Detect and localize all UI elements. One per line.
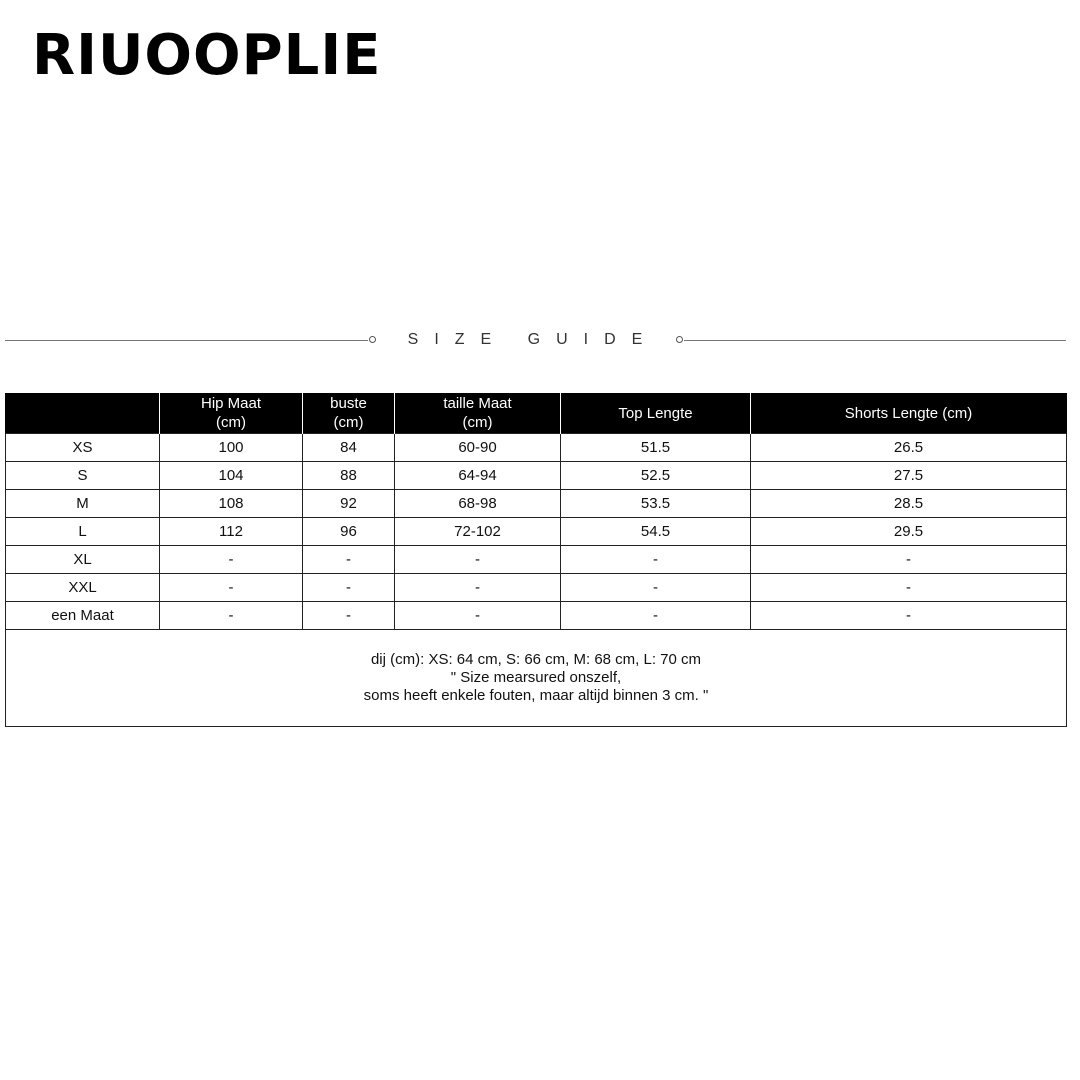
- cell-hip: 104: [160, 462, 303, 490]
- cell-size: XS: [6, 434, 160, 462]
- measurement-note: [6, 630, 1067, 727]
- cell-hip: 100: [160, 434, 303, 462]
- cell-hip: -: [160, 546, 303, 574]
- header-bust: buste (cm): [303, 393, 395, 434]
- cell-bust: 92: [303, 490, 395, 518]
- cell-waist: 60-90: [395, 434, 561, 462]
- cell-size: een Maat: [6, 602, 160, 630]
- cell-bust: 84: [303, 434, 395, 462]
- cell-size: S: [6, 462, 160, 490]
- cell-size: XXL: [6, 574, 160, 602]
- note-line-measured: " Size mearsured onszelf,: [450, 669, 622, 686]
- size-guide-title: SIZE GUIDE: [407, 331, 659, 348]
- cell-waist: 68-98: [395, 490, 561, 518]
- cell-hip: -: [160, 574, 303, 602]
- header-top-length: Top Lengte: [561, 393, 751, 434]
- cell-bust: 96: [303, 518, 395, 546]
- table-row: [6, 490, 1067, 518]
- cell-shorts-length: -: [751, 546, 1067, 574]
- cell-shorts-length: 26.5: [751, 434, 1067, 462]
- divider-line-left: [5, 340, 368, 341]
- cell-waist: 64-94: [395, 462, 561, 490]
- note-line-tolerance: soms heeft enkele fouten, maar altijd binnen 3 cm. ": [363, 687, 709, 704]
- cell-top-length: 51.5: [561, 434, 751, 462]
- cell-bust: 88: [303, 462, 395, 490]
- cell-size: M: [6, 490, 160, 518]
- divider-dot-left: [369, 336, 376, 343]
- cell-waist: 72-102: [395, 518, 561, 546]
- cell-top-length: 52.5: [561, 462, 751, 490]
- table-row: [6, 462, 1067, 490]
- cell-bust: -: [303, 546, 395, 574]
- table-row: [6, 518, 1067, 546]
- cell-top-length: -: [561, 602, 751, 630]
- cell-top-length: 54.5: [561, 518, 751, 546]
- table-header-row: [6, 393, 1067, 434]
- divider-line-right: [684, 340, 1066, 341]
- cell-top-length: 53.5: [561, 490, 751, 518]
- cell-bust: -: [303, 574, 395, 602]
- cell-hip: -: [160, 602, 303, 630]
- cell-shorts-length: -: [751, 602, 1067, 630]
- header-waist: taille Maat (cm): [395, 393, 561, 434]
- cell-waist: -: [395, 574, 561, 602]
- note-line-thigh: dij (cm): XS: 64 cm, S: 66 cm, M: 68 cm, L: 70 cm: [370, 651, 702, 668]
- table-note-row: [6, 630, 1067, 727]
- header-size: [6, 393, 160, 434]
- cell-shorts-length: -: [751, 574, 1067, 602]
- brand-logo-text: RIUOOPLIE: [32, 23, 382, 88]
- cell-shorts-length: 28.5: [751, 490, 1067, 518]
- cell-top-length: -: [561, 574, 751, 602]
- cell-hip: 108: [160, 490, 303, 518]
- cell-shorts-length: 27.5: [751, 462, 1067, 490]
- cell-size: XL: [6, 546, 160, 574]
- cell-waist: -: [395, 546, 561, 574]
- size-chart-table: [5, 393, 1067, 727]
- divider-dot-right: [676, 336, 683, 343]
- cell-size: L: [6, 518, 160, 546]
- table-row: [6, 602, 1067, 630]
- header-shorts-length: Shorts Lengte (cm): [751, 393, 1067, 434]
- table-row: [6, 546, 1067, 574]
- header-hip: Hip Maat (cm): [160, 393, 303, 434]
- table-row: [6, 434, 1067, 462]
- table-row: [6, 574, 1067, 602]
- cell-hip: 112: [160, 518, 303, 546]
- cell-bust: -: [303, 602, 395, 630]
- cell-waist: -: [395, 602, 561, 630]
- cell-top-length: -: [561, 546, 751, 574]
- cell-shorts-length: 29.5: [751, 518, 1067, 546]
